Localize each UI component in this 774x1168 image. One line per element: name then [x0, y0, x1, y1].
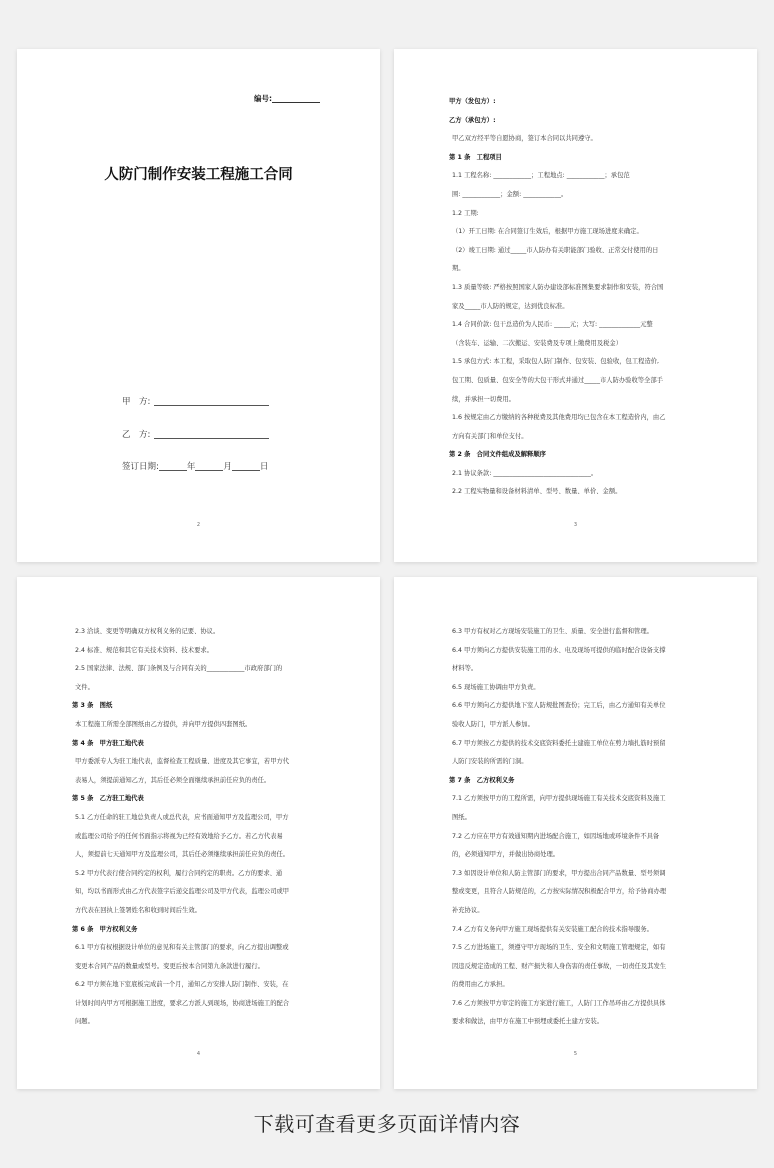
clause-text: 文件。 [75, 683, 94, 691]
page-number: 4 [196, 1051, 201, 1057]
clause-heading: 第 3 条 图纸 [72, 702, 113, 710]
page-number: 5 [573, 1051, 578, 1057]
clause-text: 计划时间内甲方可根据施工进度，要求乙方派人到现场，协商进场施工的配合 [75, 999, 290, 1007]
contract-page-2 [17, 49, 380, 562]
clause-text: 变更本合同产品的数量或型号。变更后按本合同第九条款进行履行。 [75, 962, 264, 970]
clause-text: 5.2 甲方代表行使合同约定的权利，履行合同约定的职责。乙方的要求、通 [75, 869, 283, 877]
clause-text: 5.1 乙方任命的驻工地总负责人或总代表，应书面通知甲方及监理公司，甲方 [75, 813, 289, 821]
clause-text: 2.5 国家法律、法规、部门条例及与合同有关的____________市政府部门的 [75, 665, 283, 673]
clause-text: 6.7 甲方须按乙方提供的技术交底资料委托土建施工单位在剪力墙扎筋时预留 [452, 739, 666, 747]
clause-heading: 第 7 条 乙方权利义务 [449, 776, 515, 784]
clause-text: 本工程施工所需全部图纸由乙方提供，并向甲方提供四套图纸。 [75, 720, 252, 728]
clause-text: 方向有关部门和单位支付。 [452, 432, 528, 440]
clause-heading: 第 1 条 工程项目 [449, 153, 502, 161]
clause-text: 2.3 洽谈、变更等明确双方权利义务的记要、协议。 [75, 628, 220, 635]
clause-text: 因违反规定造成的工程、财产损失和人身伤害的责任事故，一切责任及其发生 [452, 962, 667, 970]
clause-text: 6.2 甲方须在地下室底板完成前一个月，通知乙方安排人防门制作、安装，在 [75, 981, 289, 989]
clause-text: 围: ____________；金额: ____________。 [452, 190, 568, 198]
clause-text: 1.5 承包方式: 本工程，采取包人防门制作、包安装、包验收，包工程造价, [452, 358, 660, 366]
clause-text: 材料等。 [452, 665, 478, 673]
clause-text: 6.5 现场施工协调由甲方负责。 [452, 683, 540, 691]
clause-text: 1.3 质量等级: 严格按照国家人防办建设部标准图集要求制作和安装，符合国 [452, 283, 664, 291]
clause-text: 6.1 甲方有权根据设计单位的意见和有关主管部门的要求，向乙方提出调整或 [75, 944, 289, 952]
clause-text: 的，必须通知甲方，并做出协商处理。 [452, 851, 560, 859]
party-b-line: 乙 方: [122, 428, 269, 440]
clause-text: 1.4 合同价款: 包干总造价为人民币: _____元；大写: _____________元整 [452, 321, 653, 329]
clause-text: 7.5 乙方进场施工，须遵守甲方现场的卫生、安全和文明施工管理规定，如有 [452, 944, 666, 952]
clause-heading: 乙方（承包方）: [449, 116, 496, 124]
clause-text: 1.6 按规定由乙方缴纳的各种税费及其他费用均已包含在本工程造价内，由乙 [452, 414, 666, 422]
clause-text: 甲乙双方经平等自愿协商，签订本合同以共同遵守。 [452, 135, 597, 143]
page-number: 2 [196, 522, 201, 528]
party-a-line: 甲 方: [122, 395, 269, 407]
clause-text: 2.1 协议条款: _______________________________。 [452, 469, 598, 477]
clause-text: 6.3 甲方有权对乙方现场安装施工的卫生、质量、安全进行监督和管理。 [452, 628, 653, 635]
clause-text: 1.2 工期: [452, 209, 479, 217]
clause-text: 期。 [452, 265, 465, 273]
clause-text: 家及_____市人防的规定，达到优良标准。 [452, 302, 569, 310]
clause-text: 方代表在回执上签署姓名和收到时间后生效。 [75, 906, 201, 914]
clause-text: 7.6 乙方须按甲方审定的施工方案进行施工，人防门工作吊环由乙方提供具体 [452, 999, 666, 1007]
clause-heading: 第 5 条 乙方驻工地代表 [72, 795, 144, 803]
clause-text: 包工期、包质量、包安全等的大包干形式并通过_____市人防办验收等全部手 [452, 376, 663, 384]
contract-number-label: 编号: [254, 93, 320, 104]
clause-text: （含装车、运输、二次搬运、安装费及专项上缴费用及税金） [452, 339, 623, 347]
clause-text: 甲方委派专人为驻工地代表，监督检查工程质量、进度及其它事宜，若甲方代 [75, 758, 290, 766]
clause-text: 7.4 乙方有义务向甲方施工现场提供有关安装施工配合的技术指导服务。 [452, 925, 653, 933]
clause-heading: 第 6 条 甲方权利义务 [72, 925, 138, 933]
clause-text: 知，均以书面形式由乙方代表签字后递交监理公司及甲方代表，监理公司或甲 [75, 888, 290, 896]
clause-text: 整或变更，且符合人防规范的，乙方按实际情况积极配合甲方，给予协商办理 [452, 888, 667, 896]
contract-page-3 [394, 49, 757, 562]
more-pages-banner: 下载可查看更多页面详情内容 [253, 1112, 521, 1136]
page-4-body [72, 627, 342, 1036]
clause-heading: 甲方（发包方）: [449, 98, 496, 105]
clause-text: 的费用由乙方承担。 [452, 981, 509, 989]
clause-text: 6.4 甲方须向乙方提供安装施工用的水、电及现场可提供的临时配合设备支撑 [452, 646, 666, 654]
page-5-body [449, 627, 719, 1036]
clause-text: 7.2 乙方应在甲方有效通知期内进场配合施工，如因场地或环境条件不具备 [452, 832, 660, 840]
clause-text: 人，须提前七天通知甲方及监理公司，其后任必须继续承担前任应负的责任。 [75, 851, 290, 859]
contract-page-4 [17, 577, 380, 1089]
clause-text: 或监理公司给予的任何书面指示将视为已经有效地给予乙方。若乙方代表易 [75, 832, 283, 840]
clause-text: （1）开工日期: 在合同签订生效后，根据甲方施工现场进度来确定。 [452, 228, 643, 236]
clause-text: 要求和做法，由甲方在施工中预埋或委托土建方安装。 [452, 1018, 604, 1026]
sign-date-line: 签订日期: 年 月 日 [122, 462, 269, 472]
clause-text: 补充协议。 [452, 906, 484, 914]
page-3-body [449, 97, 719, 506]
clause-text: 人防门安装的所需的门洞。 [452, 758, 528, 766]
clause-text: 2.4 标准、规范和其它有关技术资料、技术要求。 [75, 646, 213, 654]
contract-page-5 [394, 577, 757, 1089]
clause-text: 1.1 工程名称: ____________；工程地点: ____________；承包范 [452, 172, 630, 180]
clause-heading: 第 4 条 甲方驻工地代表 [72, 739, 144, 747]
clause-text: 续，并承担一切费用。 [452, 395, 515, 403]
clause-text: 6.6 甲方须向乙方提供地下室人防规批图查份；完工后，由乙方通知有关单位 [452, 702, 666, 710]
clause-heading: 第 2 条 合同文件组成及解释顺序 [449, 451, 546, 459]
clause-text: 表易人，须提前通知乙方，其后任必须全面继续承担前任应负的责任。 [75, 776, 271, 784]
clause-text: 7.3 如因设计单位和人防主管部门的要求，甲方提出合同产品数量、型号须调 [452, 869, 666, 877]
clause-text: 7.1 乙方须按甲方的工程所需，向甲方提供现场施工有关技术交底资料及施工 [452, 795, 666, 803]
page-number: 3 [573, 522, 578, 528]
contract-number-blank [272, 94, 320, 103]
clause-text: 2.2 工程实物量和设备材料清单、型号、数量、单价、金额。 [452, 488, 622, 496]
document-title: 人防门制作安装工程施工合同 [104, 167, 293, 183]
clause-text: 问题。 [75, 1018, 94, 1026]
clause-text: 图纸。 [452, 813, 471, 821]
clause-text: （2）竣工日期: 通过_____市人防办有关职能部门验收、正常交付使用的日 [452, 246, 659, 254]
clause-text: 验收人防门，甲方派人参加。 [452, 720, 534, 728]
